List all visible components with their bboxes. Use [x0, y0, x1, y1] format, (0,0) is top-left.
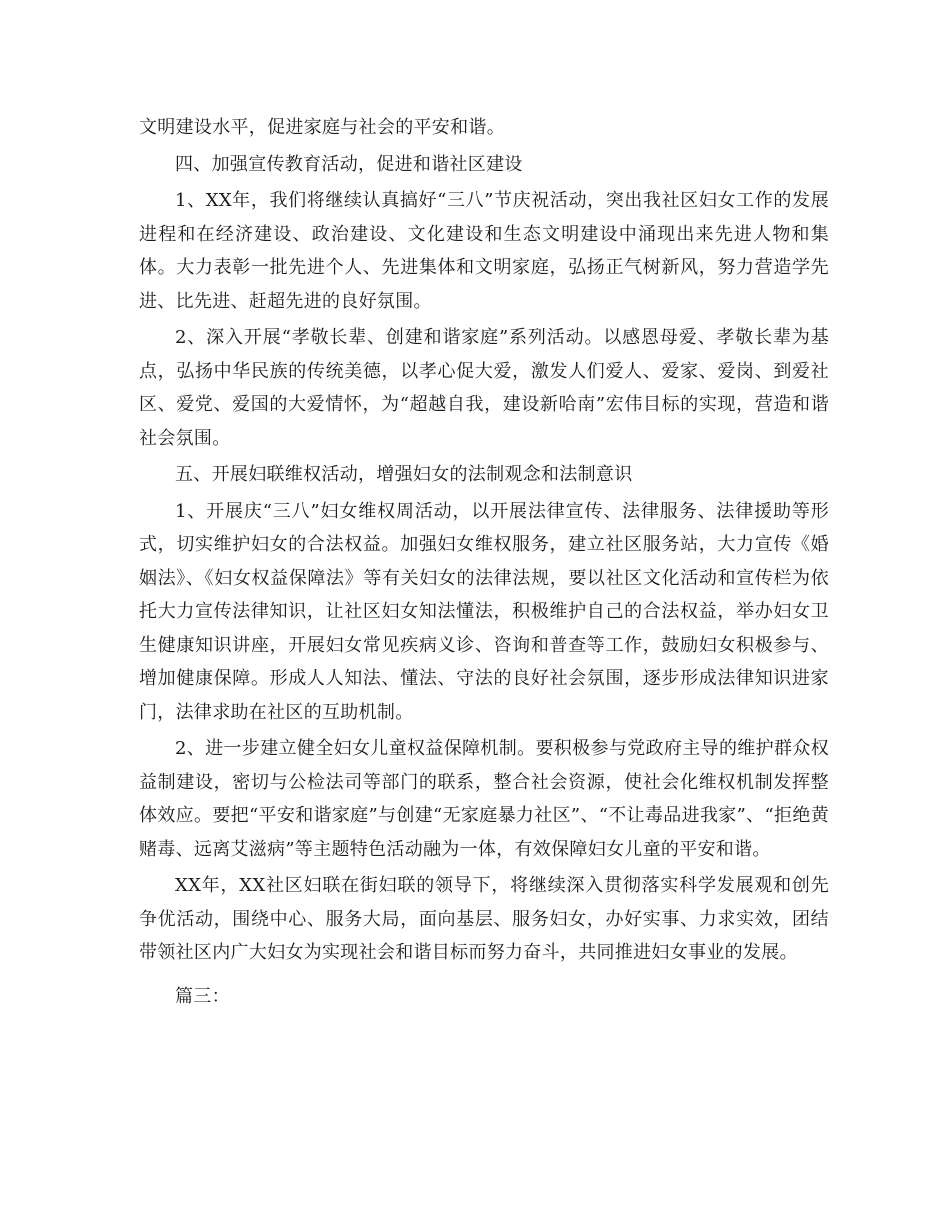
paragraph: 2、深入开展“孝敬长辈、创建和谐家庭”系列活动。以感恩母爱、孝敬长辈为基点，弘扬中华民族的传统美德，以孝心促大爱，激发人们爱人、爱家、爱岗、到爱社区、爱党、爱国的大爱情怀，为“超越自我，建设新哈南”宏伟目标的实现，营造和谐社会氛围。	[139, 327, 829, 449]
paragraph: XX年，XX社区妇联在街妇联的领导下，将继续深入贯彻落实科学发展观和创先争优活动，围绕中心、服务大局，面向基层、服务妇女，办好实事、力求实效，团结带领社区内广大妇女为实现社会和谐目标而努力奋斗，共同推进妇女事业的发展。	[139, 875, 829, 963]
document-body	[139, 111, 829, 1016]
paragraph-continuation: 文明建设水平，促进家庭与社会的平安和谐。	[139, 117, 505, 138]
section-heading-5: 五、开展妇联维权活动，增强妇女的法制观念和法制意识	[175, 464, 633, 485]
section-label: 篇三：	[175, 985, 230, 1007]
section-heading-4: 四、加强宣传教育活动，促进和谐社区建设	[175, 153, 523, 175]
paragraph: 1、开展庆“三八”妇女维权周活动，以开展法律宣传、法律服务、法律援助等形式，切实维护妇女的合法权益。加强妇女维权服务，建立社区服务站，大力宣传《婚姻法》、《妇女权益保障法》等有关妇女的法律法规，要以社区文化活动和宣传栏为依托大力宣传法律知识，让社区妇女知法懂法，积极维护自己的合法权益，举办妇女卫生健康知识讲座，开展妇女常见疾病义诊、咨询和普查等工作，鼓励妇女积极参与、增加健康保障。形成人人知法、懂法、守法的良好社会氛围，逐步形成法律知识进家门，法律求助在社区的互助机制。	[139, 500, 829, 723]
paragraph: 1、XX年，我们将继续认真搞好“三八”节庆祝活动，突出我社区妇女工作的发展进程和在经济建设、政治建设、文化建设和生态文明建设中涌现出来先进人物和集体。大力表彰一批先进个人、先进集体和文明家庭，弘扬正气树新风，努力营造学先进、比先进、赶超先进的良好氛围。	[139, 190, 829, 312]
paragraph: 2、进一步建立健全妇女儿童权益保障机制。要积极参与党政府主导的维护群众权益制建设，密切与公检法司等部门的联系，整合社会资源，使社会化维权机制发挥整体效应。要把“平安和谐家庭”与创建“无家庭暴力社区”、“不让毒品进我家”、“拒绝黄赌毒、远离艾滋病”等主题特色活动融为一体，有效保障妇女儿童的平安和谐。	[139, 738, 829, 860]
